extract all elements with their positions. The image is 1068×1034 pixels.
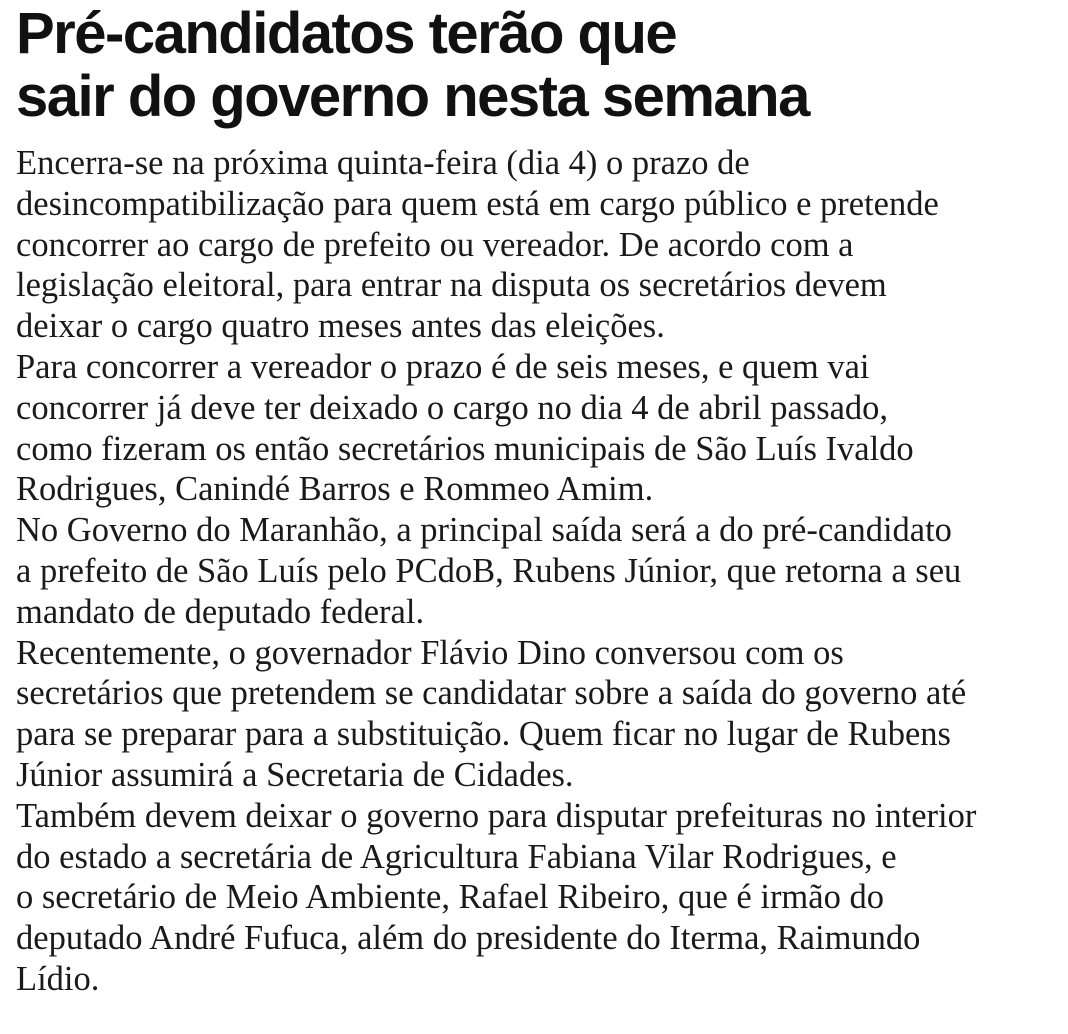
body-line: concorrer ao cargo de prefeito ou vereador. De acordo com a	[16, 225, 854, 264]
body-line: deputado André Fufuca, além do presidente do Iterma, Raimundo	[16, 919, 921, 958]
body-line: deixar o cargo quatro meses antes das eleições.	[16, 307, 665, 346]
article-body	[16, 143, 1062, 1000]
news-article	[16, 0, 1062, 1000]
body-line: Lídio.	[16, 959, 100, 998]
headline	[16, 0, 1062, 128]
body-line: mandato de deputado federal.	[16, 592, 425, 631]
body-line: Rodrigues, Canindé Barros e Rommeo Amim.	[16, 470, 654, 509]
headline-line: sair do governo nesta semana	[16, 64, 809, 129]
headline-line: Pré-candidatos terão que	[16, 1, 677, 66]
body-line: como fizeram os então secretários municipais de São Luís Ivaldo	[16, 429, 914, 468]
body-line: Recentemente, o governador Flávio Dino conversou com os	[16, 633, 844, 672]
body-line: Para concorrer a vereador o prazo é de seis meses, e quem vai	[16, 347, 870, 386]
body-line: do estado a secretária de Agricultura Fabiana Vilar Rodrigues, e	[16, 837, 897, 876]
body-line: desincompatibilização para quem está em cargo público e pretende	[16, 184, 939, 223]
body-line: Encerra-se na próxima quinta-feira (dia 4) o prazo de	[16, 144, 750, 182]
body-line: concorrer já deve ter deixado o cargo no dia 4 de abril passado,	[16, 388, 889, 427]
body-line: secretários que pretendem se candidatar sobre a saída do governo até	[16, 674, 967, 713]
body-line: para se preparar para a substituição. Quem ficar no lugar de Rubens	[16, 715, 951, 754]
body-line: No Governo do Maranhão, a principal saída será a do pré-candidato	[16, 511, 952, 550]
body-line: Também devem deixar o governo para disputar prefeituras no interior	[16, 796, 977, 835]
body-line: o secretário de Meio Ambiente, Rafael Ribeiro, que é irmão do	[16, 878, 884, 917]
body-line: a prefeito de São Luís pelo PCdoB, Rubens Júnior, que retorna a seu	[16, 551, 962, 590]
body-line: Júnior assumirá a Secretaria de Cidades.	[16, 755, 574, 794]
body-line: legislação eleitoral, para entrar na disputa os secretários devem	[16, 266, 887, 305]
